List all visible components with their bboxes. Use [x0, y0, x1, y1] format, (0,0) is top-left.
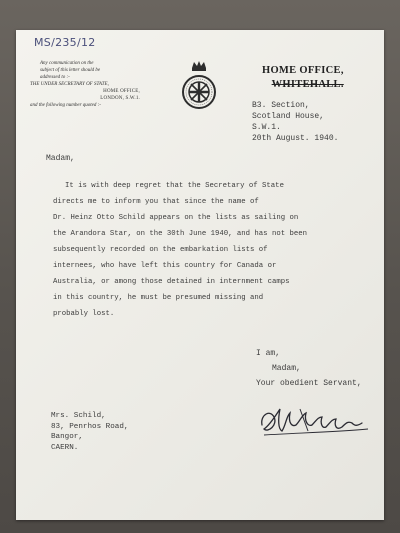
- instruction-line: and the following number quoted :-: [30, 103, 101, 108]
- salutation: Madam,: [46, 154, 75, 163]
- archive-reference: MS/235/12: [34, 36, 96, 49]
- sender-address: [252, 100, 324, 133]
- body-line: internees, who have left this country for Canada or: [53, 262, 277, 270]
- office-location-struck: WHITEHALL.: [271, 79, 344, 90]
- body-line: in this country, he must be presumed missing and: [53, 294, 264, 302]
- department-heading: [262, 64, 344, 92]
- instruction-line: HOME OFFICE,: [103, 89, 140, 94]
- body-line: It is with deep regret that the Secretary of State: [65, 182, 284, 190]
- instruction-line: subject of this letter should be: [40, 68, 101, 73]
- handwritten-signature: [256, 395, 376, 441]
- closing: [256, 346, 362, 391]
- closing-line: I am,: [256, 349, 281, 358]
- closing-line: Madam,: [272, 364, 301, 373]
- royal-crest-icon: [179, 60, 219, 112]
- body-line: probably lost.: [53, 310, 115, 318]
- letter-date: 20th August. 1940.: [252, 134, 339, 143]
- address-line: S.W.1.: [252, 123, 281, 132]
- letter-page: [16, 30, 384, 520]
- recipient-line: 83, Penrhos Road,: [51, 422, 129, 431]
- body-line: Dr. Heinz Otto Schild appears on the lists as sailing on: [53, 214, 299, 222]
- recipient-line: Mrs. Schild,: [51, 412, 106, 420]
- letterhead-instructions: [30, 60, 140, 109]
- address-line: B3. Section,: [252, 101, 310, 110]
- body-line: directs me to inform you that since the name of: [53, 198, 259, 206]
- body-line: Australia, or among those detained in internment camps: [53, 278, 290, 286]
- address-line: Scotland House,: [252, 112, 325, 121]
- body-line: the Arandora Star, on the 30th June 1940, and has not been: [53, 230, 307, 238]
- recipient-line: CAERN.: [51, 443, 79, 452]
- instruction-line: LONDON, S.W.1.: [100, 96, 140, 101]
- body-line: subsequently recorded on the embarkation lists of: [53, 246, 268, 254]
- instruction-line: addressed to :-: [40, 75, 70, 80]
- instruction-line: THE UNDER SECRETARY OF STATE,: [30, 82, 109, 87]
- recipient-line: Bangor,: [51, 433, 83, 441]
- closing-line: Your obedient Servant,: [256, 379, 362, 388]
- office-name: HOME OFFICE,: [262, 65, 344, 76]
- instruction-line: Any communication on the: [40, 61, 94, 66]
- recipient-address: [51, 411, 128, 453]
- letter-body: [53, 178, 383, 322]
